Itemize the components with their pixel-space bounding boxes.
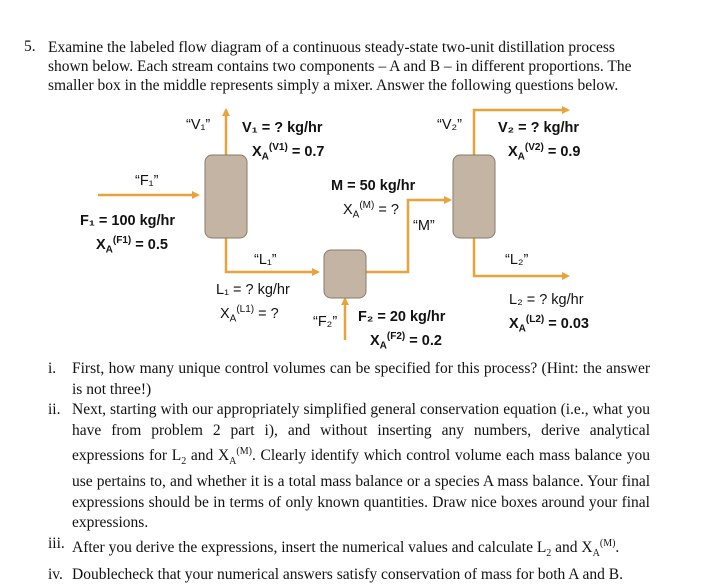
problem-number: 5. (24, 38, 36, 55)
l2-composition: $X_A^{(L2)} = 0.03$ (509, 314, 589, 335)
stream-name-l2: “L₂” (505, 252, 529, 268)
question-number: iv. (48, 565, 63, 583)
question-number: iii. (48, 535, 65, 552)
question-text: After you derive the expressions, insert the numerical values and calculate $L_2$ and $X_A^{(M)}$. (72, 538, 620, 560)
column-2-unit (453, 155, 495, 238)
stream-name-f2: “F₂” (313, 314, 338, 330)
stream-name-l1: “L₁” (254, 252, 277, 268)
question-text: Next, starting with our appropriately simplified general conservation equation (i.e., what you have from problem 2 part i), and without inserting any numbers, derive analytical expressions for $L_2$ and $X_A^{(M)}$. Clearly identify which control volume each mass balance you use pertains to, and whether it is a total mass balance or a species A mass balance. Your final expressions should be in terms of only known quantities. Draw nice boxes around your final expressions. (72, 401, 650, 532)
stream-label-m (331, 176, 415, 226)
stream-label-l1 (216, 280, 290, 330)
v2-flow: V₂ = ? kg/hr (498, 120, 579, 136)
v2-composition: $X_A^{(V2)} = 0.9$ (508, 142, 581, 163)
column-1-unit (205, 155, 247, 238)
mixer-unit (324, 250, 366, 298)
stream-name-v2: “V₂” (437, 117, 462, 133)
v1-flow: V₁ = ? kg/hr (242, 120, 323, 136)
f1-composition: $X_A^{(F1)} = 0.5$ (96, 235, 168, 256)
m-composition: $X_A^{(M)}$ = ? (343, 200, 399, 221)
stream-label-v2 (498, 118, 581, 168)
stream-label-l2 (509, 290, 589, 340)
question-item (48, 565, 650, 585)
f1-flow: F₁ = 100 kg/hr (80, 213, 176, 229)
question-text: First, how many unique control volumes can be specified for this process? (Hint: the answer is not three!) (72, 360, 650, 398)
question-list (48, 359, 650, 585)
l1-composition: $X_A^{(L1)}$ = ? (220, 304, 279, 325)
question-item (48, 534, 650, 565)
question-text: Doublecheck that your numerical answers satisfy conservation of mass for both A and B. (72, 565, 623, 583)
question-item (48, 400, 650, 534)
question-item (48, 359, 650, 400)
intro-line: shown below. Each stream contains two components – A and B – in different proportions. The (48, 58, 632, 75)
question-number: i. (48, 360, 57, 377)
stream-name-m: “M” (413, 218, 435, 234)
question-number: ii. (48, 401, 61, 419)
intro-line: smaller box in the middle represents simply a mixer. Answer the following questions below. (48, 77, 619, 94)
f2-composition: $X_A^{(F2)} = 0.2$ (370, 331, 442, 352)
f2-flow: F₂ = 20 kg/hr (358, 309, 446, 325)
m-flow: M = 50 kg/hr (331, 178, 416, 194)
l1-flow: L₁ = ? kg/hr (216, 282, 290, 298)
stream-label-v1 (242, 118, 325, 168)
l2-flow: L₂ = ? kg/hr (509, 292, 584, 308)
stream-label-f2 (358, 307, 445, 357)
stream-name-v1: “V₁” (186, 117, 211, 133)
stream-name-f1: “F₁” (135, 173, 159, 189)
intro-line: Examine the labeled flow diagram of a continuous steady-state two-unit distillation process (48, 39, 615, 56)
v1-composition: $X_A^{(V1)} = 0.7$ (252, 142, 325, 163)
stream-label-f1 (80, 211, 175, 261)
